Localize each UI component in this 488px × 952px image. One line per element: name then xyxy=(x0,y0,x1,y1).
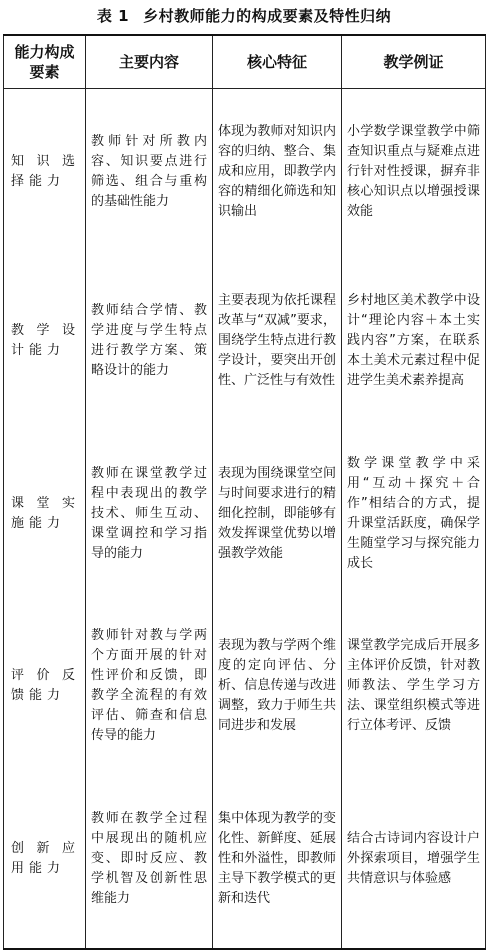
content-cell: 教师在教学全过程中展现出的随机应变、即时反应、教学机智及创新性思维能力 xyxy=(86,771,213,949)
table-row xyxy=(4,255,486,427)
feature-cell: 表现为教与学两个维度的定向评估、分析、信息传递与改进调整，致力于师生共同进步和发展 xyxy=(213,601,342,771)
table-title: 乡村教师能力的构成要素及特性归纳 xyxy=(143,7,392,25)
feature-cell: 集中体现为教学的变化性、新鲜度、延展性和外溢性，即教师主导下教学模式的更新和迭代 xyxy=(213,771,342,949)
example-cell: 结合古诗词内容设计户外探索项目，增强学生共情意识与体验感 xyxy=(342,771,486,949)
ability-cell: 评价反馈能力 xyxy=(4,601,86,771)
feature-cell: 体现为教师对知识内容的归纳、整合、集成和应用，即教学内容的精细化筛选和知识输出 xyxy=(213,89,342,255)
example-cell: 课堂教学完成后开展多主体评价反馈，针对教师教法、学生学习方法、课堂组织模式等进行立体考评、反馈 xyxy=(342,601,486,771)
table-row xyxy=(4,601,486,771)
content-cell: 教师针对所教内容、知识要点进行筛选、组合与重构的基础性能力 xyxy=(86,89,213,255)
header-content: 主要内容 xyxy=(86,35,213,89)
example-cell: 数学课堂教学中采用“互动＋探究＋合作”相结合的方式，提升课堂活跃度，确保学生随堂学习与探究能力成长 xyxy=(342,427,486,601)
ability-cell: 知识选择能力 xyxy=(4,89,86,255)
ability-cell: 创新应用能力 xyxy=(4,771,86,949)
example-cell: 乡村地区美术教学中设计“理论内容＋本土实践内容”方案，在联系本土美术元素过程中促进学生美术素养提高 xyxy=(342,255,486,427)
content-cell: 教师结合学情、教学进度与学生特点进行教学方案、策略设计的能力 xyxy=(86,255,213,427)
header-feature: 核心特征 xyxy=(213,35,342,89)
table-caption xyxy=(0,2,488,30)
header-row xyxy=(4,35,486,89)
table-row xyxy=(4,771,486,949)
table-number: 表 1 xyxy=(96,7,130,25)
ability-cell: 教学设计能力 xyxy=(4,255,86,427)
ability-table xyxy=(3,34,486,950)
ability-cell: 课堂实施能力 xyxy=(4,427,86,601)
header-ability-label: 能力构成要素 xyxy=(14,43,75,81)
feature-cell: 主要表现为依托课程改革与“双减”要求，围绕学生特点进行教学设计，要突出开创性、广泛性与有效性 xyxy=(213,255,342,427)
example-cell: 小学数学课堂教学中筛查知识重点与疑难点进行针对性授课，摒弃非核心知识点以增强授课效能 xyxy=(342,89,486,255)
feature-cell: 表现为围绕课堂空间与时间要求进行的精细化控制，即能够有效发挥课堂优势以增强教学效能 xyxy=(213,427,342,601)
table-row xyxy=(4,427,486,601)
content-cell: 教师在课堂教学过程中表现出的教学技术、师生互动、课堂调控和学习指导的能力 xyxy=(86,427,213,601)
content-cell: 教师针对教与学两个方面开展的针对性评价和反馈，即教学全流程的有效评估、筛查和信息传导的能力 xyxy=(86,601,213,771)
table-row xyxy=(4,89,486,255)
header-example: 教学例证 xyxy=(342,35,486,89)
header-ability xyxy=(4,35,86,89)
